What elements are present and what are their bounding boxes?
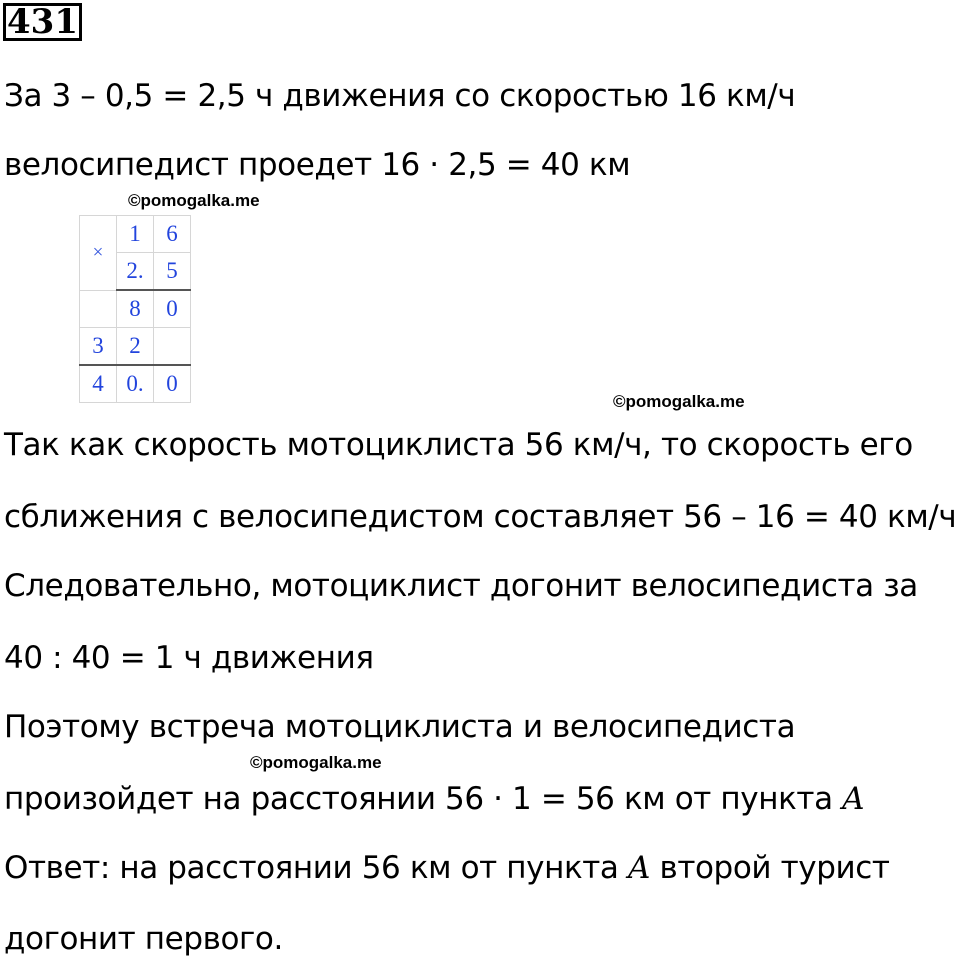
answer-line — [4, 850, 890, 886]
problem-number: 431 — [3, 3, 82, 41]
answer-line-2: догонит первого. — [4, 921, 283, 957]
line-text: второй турист — [650, 850, 890, 886]
grid-cell: 5 — [154, 253, 191, 291]
line-text: произойдет на расстоянии 56 · 1 = 56 км от пункта — [4, 781, 843, 817]
line-text: Ответ: на расстоянии 56 км от пункта — [4, 850, 628, 886]
grid-cell — [154, 328, 191, 366]
solution-line-1: За 3 – 0,5 = 2,5 ч движения со скоростью 16 км/ч — [4, 78, 796, 114]
grid-cell: 4 — [80, 365, 117, 403]
column-multiplication — [79, 215, 191, 403]
grid-cell: 0 — [154, 290, 191, 328]
multiply-operator: × — [80, 216, 117, 291]
grid-cell: 0. — [117, 365, 154, 403]
watermark: ©pomogalka.me — [613, 392, 745, 411]
solution-line-3: Так как скорость мотоциклиста 56 км/ч, то скорость его — [4, 427, 913, 463]
grid-cell: 2 — [117, 328, 154, 366]
solution-line-8 — [4, 781, 864, 817]
point-label: A — [842, 781, 865, 817]
grid-cell: 6 — [154, 216, 191, 253]
grid-cell: 1 — [117, 216, 154, 253]
grid-cell: 8 — [117, 290, 154, 328]
solution-line-6: 40 : 40 = 1 ч движения — [4, 640, 374, 676]
point-label: A — [628, 850, 650, 886]
solution-line-7: Поэтому встреча мотоциклиста и велосипедиста — [4, 709, 796, 745]
grid-cell: 3 — [80, 328, 117, 366]
watermark: ©pomogalka.me — [250, 753, 382, 772]
grid-cell — [80, 290, 117, 328]
solution-line-5: Следовательно, мотоциклист догонит велосипедиста за — [4, 568, 918, 604]
solution-line-4: сближения с велосипедистом составляет 56 – 16 = 40 км/ч — [4, 499, 957, 535]
grid-cell: 0 — [154, 365, 191, 403]
solution-line-2: велосипедист проедет 16 · 2,5 = 40 км — [4, 147, 631, 183]
watermark: ©pomogalka.me — [128, 191, 260, 210]
grid-cell: 2. — [117, 253, 154, 291]
